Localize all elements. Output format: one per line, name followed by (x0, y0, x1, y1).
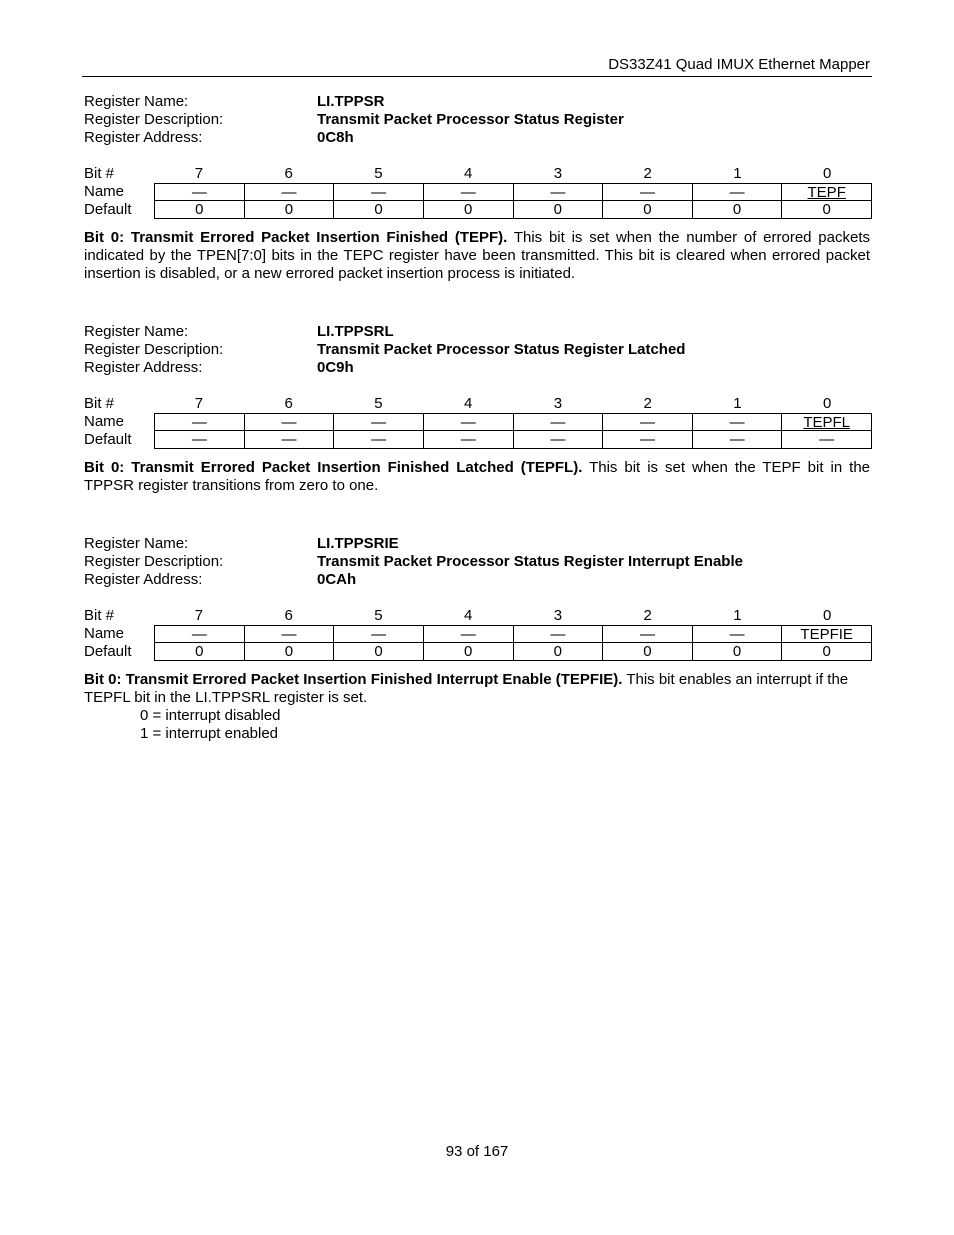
register-description-row (84, 341, 872, 359)
register-address-row (84, 359, 872, 377)
default-cell: 0 (692, 201, 782, 219)
register-description-value: Transmit Packet Processor Status Register Interrupt Enable (317, 553, 743, 570)
bit-number: 2 (643, 395, 652, 412)
bit-number-row (84, 395, 872, 413)
register-description-value: Transmit Packet Processor Status Register Latched (317, 341, 686, 358)
register-address-label: Register Address: (84, 359, 203, 376)
bit-number-row (84, 607, 872, 625)
name-cell: — (154, 625, 244, 643)
name-cell: — (602, 183, 692, 201)
default-label: Default (84, 431, 132, 448)
bit-table (84, 395, 872, 449)
default-cell: 0 (781, 201, 872, 219)
name-cell: — (333, 625, 423, 643)
bit-number: 1 (733, 165, 742, 182)
page-number: 93 of 167 (445, 1143, 509, 1160)
register-name-value: LI.TPPSR (317, 93, 385, 110)
bit-number: 2 (643, 607, 652, 624)
register-name-row (84, 93, 872, 111)
bit-table (84, 607, 872, 661)
name-cell: — (154, 413, 244, 431)
name-cell: — (513, 625, 603, 643)
name-row (84, 625, 872, 643)
name-label: Name (84, 413, 125, 430)
bit-number: 5 (374, 607, 383, 624)
default-cell: — (692, 431, 782, 449)
register-address-label: Register Address: (84, 571, 203, 588)
register-name-label: Register Name: (84, 93, 189, 110)
bit-description-text: This bit enables an interrupt if the TEPFL bit in the LI.TPPSRL register is set. (84, 671, 849, 706)
register-tppsrie (84, 535, 872, 742)
default-row (84, 201, 872, 219)
default-row (84, 431, 872, 449)
name-cell: — (513, 413, 603, 431)
register-name-row (84, 323, 872, 341)
default-cell: 0 (513, 643, 603, 661)
bit-number: 5 (374, 165, 383, 182)
bit-description-title: Bit 0: Transmit Errored Packet Insertion Finished Interrupt Enable (TEPFIE). (84, 671, 623, 688)
default-cell: 0 (244, 643, 334, 661)
bit-number: 3 (553, 607, 563, 624)
register-description-row (84, 111, 872, 129)
bit-number: 7 (194, 395, 204, 412)
default-cell: 0 (602, 643, 692, 661)
register-description-label: Register Description: (84, 341, 224, 358)
name-cell: — (244, 413, 334, 431)
register-description-label: Register Description: (84, 553, 224, 570)
default-cell: — (781, 431, 872, 449)
bit-number: 7 (194, 607, 204, 624)
default-cell: 0 (333, 201, 423, 219)
name-cell: — (692, 183, 782, 201)
register-address-value: 0CAh (317, 571, 357, 588)
bit-number: 4 (463, 395, 473, 412)
default-cell: 0 (154, 201, 244, 219)
register-address-row (84, 129, 872, 147)
register-tppsrl (84, 323, 872, 494)
register-address-label: Register Address: (84, 129, 203, 146)
default-row (84, 643, 872, 661)
bit-description-text: This bit is set when the number of errored packets indicated by the TPEN[7:0] bits in the TEPC register have been transmitted. This bit is cleared when errored packet insertion is disabled, or a new errored packet insertion process is initiated. (84, 229, 870, 282)
name-cell: — (602, 625, 692, 643)
name-label: Name (84, 183, 125, 200)
name-cell: — (333, 413, 423, 431)
name-cell: — (244, 625, 334, 643)
name-cell: — (333, 183, 423, 201)
bit-number: 2 (643, 165, 652, 182)
bit-number: 0 (822, 165, 832, 182)
default-cell: — (154, 431, 244, 449)
register-address-row (84, 571, 872, 589)
default-cell: 0 (781, 643, 872, 661)
name-cell-tepfie: TEPFIE (781, 625, 872, 643)
default-cell: 0 (513, 201, 603, 219)
name-cell: — (244, 183, 334, 201)
bit-description-text: This bit is set when the TEPF bit in the TPPSR register transitions from zero to one. (84, 459, 871, 494)
default-cell: 0 (423, 643, 513, 661)
register-address-value: 0C8h (317, 129, 354, 146)
bit-number: 5 (374, 395, 383, 412)
register-description-value: Transmit Packet Processor Status Register (317, 111, 624, 128)
default-cell: — (513, 431, 603, 449)
register-address-value: 0C9h (317, 359, 354, 376)
bit-description (84, 671, 870, 707)
bit-label: Bit # (84, 395, 115, 412)
name-cell: — (154, 183, 244, 201)
default-cell: 0 (154, 643, 244, 661)
register-name-value: LI.TPPSRIE (317, 535, 399, 552)
default-cell: — (333, 431, 423, 449)
name-cell: — (423, 625, 513, 643)
bit-number: 7 (194, 165, 204, 182)
default-cell: 0 (333, 643, 423, 661)
bit-number: 1 (733, 395, 742, 412)
bit-description-title: Bit 0: Transmit Errored Packet Insertion Finished Latched (TEPFL). (84, 459, 583, 476)
name-cell: — (602, 413, 692, 431)
default-cell: 0 (244, 201, 334, 219)
default-label: Default (84, 643, 132, 660)
register-description-label: Register Description: (84, 111, 224, 128)
bit-number: 1 (733, 607, 742, 624)
name-cell: — (423, 413, 513, 431)
header-rule (82, 76, 872, 77)
register-tppsr (84, 93, 872, 282)
default-cell: — (423, 431, 513, 449)
bit-number: 3 (553, 165, 563, 182)
bit-number: 6 (284, 165, 293, 182)
bit-number: 4 (463, 165, 473, 182)
default-cell: 0 (602, 201, 692, 219)
bit-number: 0 (822, 395, 832, 412)
name-cell: — (692, 625, 782, 643)
register-description-row (84, 553, 872, 571)
bit-table (84, 165, 872, 219)
header-title: DS33Z41 Quad IMUX Ethernet Mapper (608, 56, 870, 73)
default-label: Default (84, 201, 132, 218)
bit-number: 4 (463, 607, 473, 624)
name-cell: — (692, 413, 782, 431)
name-row (84, 413, 872, 431)
register-name-label: Register Name: (84, 323, 189, 340)
register-name-row (84, 535, 872, 553)
option-enabled: 1 = interrupt enabled (140, 725, 279, 742)
bit-number: 6 (284, 607, 293, 624)
bit-label: Bit # (84, 607, 115, 624)
bit-number-row (84, 165, 872, 183)
default-cell: 0 (692, 643, 782, 661)
bit-label: Bit # (84, 165, 115, 182)
option-disabled: 0 = interrupt disabled (140, 707, 281, 724)
bit-description-title: Bit 0: Transmit Errored Packet Insertion Finished (TEPF). (84, 229, 508, 246)
default-cell: 0 (423, 201, 513, 219)
bit-number: 3 (553, 395, 563, 412)
register-name-label: Register Name: (84, 535, 189, 552)
name-label: Name (84, 625, 125, 642)
register-name-value: LI.TPPSRL (317, 323, 394, 340)
name-cell-tepfl: TEPFL (781, 413, 872, 431)
name-row (84, 183, 872, 201)
bit-description (84, 229, 870, 283)
bit-number: 0 (822, 607, 832, 624)
name-cell-tepf: TEPF (781, 183, 872, 201)
default-cell: — (602, 431, 692, 449)
bit-description (84, 459, 870, 495)
name-cell: — (513, 183, 603, 201)
bit-number: 6 (284, 395, 293, 412)
name-cell: — (423, 183, 513, 201)
default-cell: — (244, 431, 334, 449)
